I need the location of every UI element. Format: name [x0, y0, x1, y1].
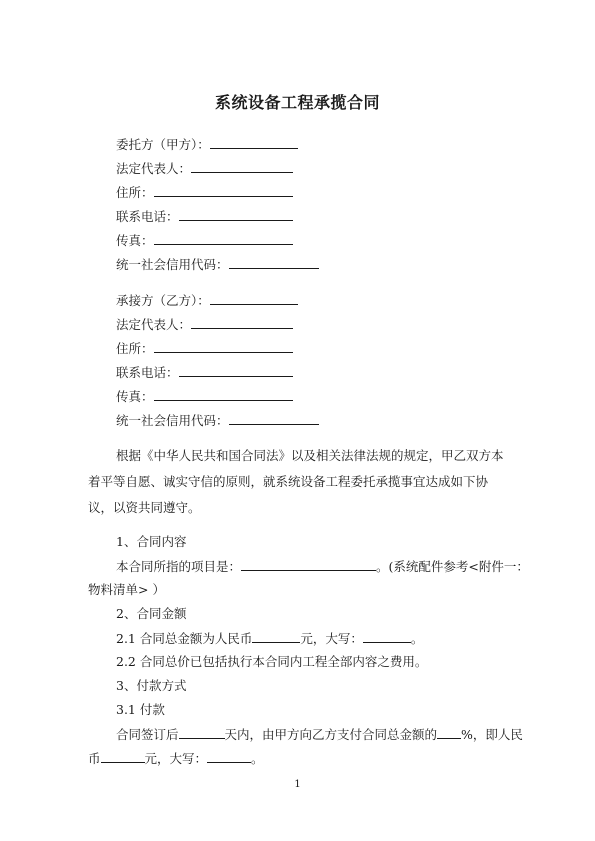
party-b-credit-field[interactable]: [229, 412, 319, 425]
party-b-rep-label: 法定代表人：: [116, 317, 192, 332]
section-1-heading: 1、合同内容: [116, 534, 187, 549]
section-3-heading: 3、付款方式: [116, 678, 187, 693]
party-a-addr-label: 住所：: [116, 185, 154, 200]
payment-line-2: [88, 750, 264, 767]
party-a-addr-line: [116, 184, 293, 201]
party-a-name-field[interactable]: [210, 136, 298, 149]
party-a-credit-label: 统一社会信用代码：: [116, 257, 229, 272]
party-b-credit-line: [116, 412, 319, 429]
party-a-phone-line: [116, 208, 293, 225]
section-1-text-c: 物料清单> ）: [88, 582, 165, 597]
payment-text-e: 元，大写：: [144, 751, 208, 766]
party-b-phone-line: [116, 364, 293, 381]
payment-text-f: 。: [251, 751, 264, 766]
party-b-rep-line: [116, 316, 293, 333]
party-a-fax-label: 传真：: [116, 233, 154, 248]
payment-amount-field[interactable]: [101, 750, 145, 763]
party-a-credit-field[interactable]: [229, 256, 319, 269]
party-b-phone-label: 联系电话：: [116, 365, 179, 380]
party-a-rep-line: [116, 160, 293, 177]
party-b-phone-field[interactable]: [179, 364, 293, 377]
preamble-paragraph: 根据《中华人民共和国合同法》以及相关法律法规的规定，甲乙双方本着平等自愿、诚实守信的原则，就系统设备工程委托承揽事宜达成如下协议，以资共同遵守。: [88, 448, 504, 515]
payment-text-c: %，即人民: [461, 727, 523, 742]
payment-text-b: 天内，由甲方向乙方支付合同总金额的: [224, 727, 438, 742]
party-a-name-line: [116, 136, 298, 153]
party-b-name-field[interactable]: [210, 292, 298, 305]
party-b-name-line: [116, 292, 298, 309]
party-a-name-label: 委托方（甲方）：: [116, 137, 210, 152]
party-b-addr-label: 住所：: [116, 341, 154, 356]
party-a-addr-field[interactable]: [154, 184, 293, 197]
total-amount-field[interactable]: [252, 630, 300, 643]
section-1-text-line: [116, 558, 529, 575]
party-b-rep-field[interactable]: [191, 316, 293, 329]
party-a-phone-label: 联系电话：: [116, 209, 179, 224]
payment-text-d: 币: [88, 751, 101, 766]
section-3-1: 3.1 付款: [116, 702, 165, 717]
party-b-fax-field[interactable]: [154, 388, 293, 401]
section-2-1-b: 元，大写：: [300, 631, 363, 646]
section-2-1-c: 。: [410, 631, 424, 646]
section-1-text-b: 。(系统配件参考<附件一：: [376, 559, 529, 574]
section-2-1-line: [116, 630, 423, 647]
section-1-text-a: 本合同所指的项目是：: [116, 559, 242, 574]
party-a-credit-line: [116, 256, 319, 273]
payment-text-a: 合同签订后: [116, 727, 179, 742]
party-a-fax-field[interactable]: [154, 232, 293, 245]
party-a-phone-field[interactable]: [179, 208, 293, 221]
section-2-2: 2.2 合同总价已包括执行本合同内工程全部内容之费用。: [116, 654, 428, 669]
party-b-fax-line: [116, 388, 293, 405]
payment-days-field[interactable]: [179, 726, 225, 739]
party-b-name-label: 承接方（乙方）：: [116, 293, 210, 308]
party-a-rep-label: 法定代表人：: [116, 161, 192, 176]
payment-amount-words-field[interactable]: [207, 750, 251, 763]
party-b-credit-label: 统一社会信用代码：: [116, 413, 229, 428]
payment-line-1: [116, 726, 523, 743]
party-b-addr-field[interactable]: [154, 340, 293, 353]
party-b-addr-line: [116, 340, 293, 357]
document-title: 系统设备工程承揽合同: [214, 93, 380, 112]
total-amount-words-field[interactable]: [363, 630, 411, 643]
project-name-field[interactable]: [241, 558, 376, 571]
section-2-heading: 2、合同金额: [116, 606, 187, 621]
section-2-1-a: 2.1 合同总金额为人民币: [116, 631, 253, 646]
party-b-fax-label: 传真：: [116, 389, 154, 404]
payment-percent-field[interactable]: [437, 726, 461, 739]
party-a-fax-line: [116, 232, 293, 249]
page-number: 1: [294, 779, 301, 790]
party-a-rep-field[interactable]: [191, 160, 293, 173]
